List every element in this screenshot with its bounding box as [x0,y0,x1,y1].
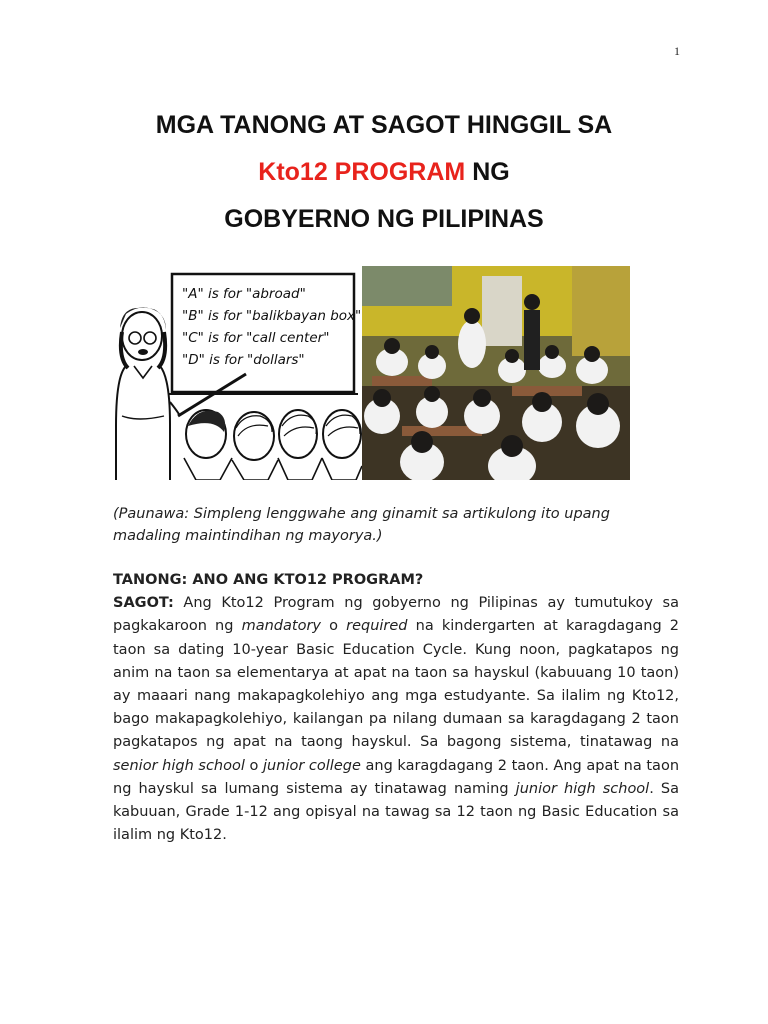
answer-label: SAGOT: [113,595,174,612]
answer-text-5: ang karagdagang 2 taon. Ang apat na taon ng hayskul sa lumang sistema ay tinatawag naming [113,757,680,797]
answer-text-4: o [244,757,264,774]
title-line-3: GOBYERNO NG PILIPINAS [224,205,544,233]
answer-text-1: Ang Kto12 Program ng gobyerno ng Pilipinas ay tumutukoy sa pagkakaroon ng [113,595,679,635]
title-line-1: MGA TANONG AT SAGOT HINGGIL SA [155,111,613,139]
qa-section [113,569,679,847]
answer-emphasis-mandatory: mandatory [241,618,321,635]
answer-text-2: o [320,618,347,635]
question-heading: TANONG: ANO ANG KTO12 PROGRAM? [113,572,424,588]
title-line-2 [0,155,768,202]
board-line-c: "C" is for "call center" [182,330,330,346]
answer-emphasis-senior-high: senior high school [113,757,245,774]
board-line-b: "B" is for "balikbayan box" [182,308,362,324]
answer-text-3: na kindergarten at karagdagang 2 taon sa dating 10-year Basic Education Cycle. Kung noon, pagkatapos ng anim na taon sa elementarya at apat na taon sa hayskul (kabuuang 10 taon) ay maaari nang makapagkolehiyo ang mga estudyante. Sa ilalim ng Kto12, bago makapagkolehiyo, kailangan pa nilang dumaan sa karagdagang 2 taon pagkatapos ng apat na taong hayskul. Sa bagong sistema, tinatawag na [113,618,679,751]
answer-paragraph [113,592,679,847]
title-line-2-rest: NG [465,158,510,186]
answer-emphasis-required: required [346,618,408,635]
answer-emphasis-junior-high: junior high school [515,780,650,797]
teacher-cartoon-illustration [108,266,362,480]
title-program-name: Kto12 PROGRAM [258,158,466,186]
classroom-photo [362,266,630,480]
answer-text-6: . Sa kabuuan, Grade 1-12 ang opisyal na tawag sa 12 taon ng Basic Education sa ilalim ng Kto12. [113,780,680,844]
board-line-a: "A" is for "abroad" [182,286,306,302]
notice-text: (Paunawa: Simpleng lenggwahe ang ginamit sa artikulong ito upang madaling maintindihan ng mayorya.) [113,506,610,544]
answer-emphasis-junior-college: junior college [263,757,361,774]
document-title [0,108,768,249]
illustration-row [108,266,630,480]
board-line-d: "D" is for "dollars" [182,352,305,368]
classroom-photo-drawing [362,266,630,480]
page-number: 1 [674,44,680,58]
